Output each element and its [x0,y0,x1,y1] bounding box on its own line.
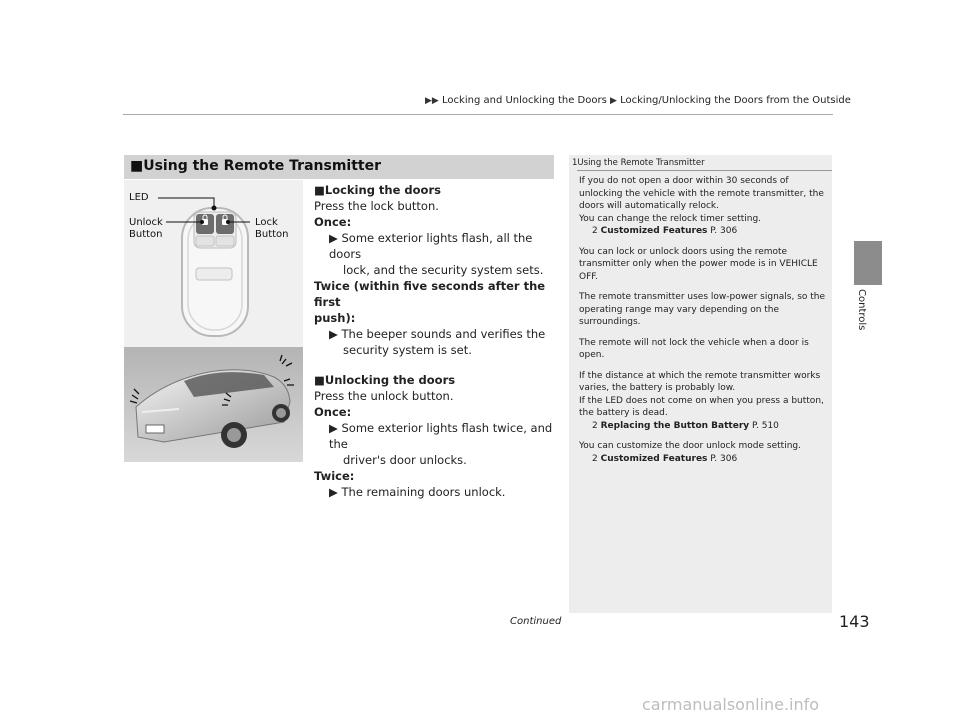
triangle-right-icon: ▶ [610,96,617,106]
locking-heading: ■Locking the doors [314,183,441,197]
note-paragraph: The remote will not lock the vehicle when a door is open. [579,337,809,360]
locking-intro: Press the lock button. [314,199,439,213]
unlock-button-label-line1: Unlock [129,217,163,228]
remote-transmitter-figure [124,180,303,462]
header-divider [123,114,833,115]
car-illustration [124,347,303,462]
key-fob-illustration [124,180,303,347]
note-paragraph: The remote transmitter uses low-power signals, so the operating range may vary depending on the surroundings. [579,292,826,327]
unlocking-intro: Press the unlock button. [314,389,454,403]
note-paragraph: If the distance at which the remote transmitter works varies, the battery is probably low. If the LED does not come on when you press a button, the battery is dead. 2 Replacing the Button Battery P. 510 [579,370,824,431]
xref-arrow-icon: 2 [592,453,601,464]
car-photo [124,347,303,462]
note-paragraph: If you do not open a door within 30 seconds of unlocking the vehicle with the remote transmitter, the doors will automatically relock. You can change the relock timer setting. 2 Customized Features P. 306 [579,176,824,236]
chapter-tab-label [853,289,883,349]
breadcrumb-item[interactable]: Locking/Unlocking the Doors from the Outside [620,95,851,106]
once-label: Once: [314,215,352,229]
page-number: 143 [839,612,870,631]
chapter-label: Controls [856,289,867,331]
once-label: Once: [314,405,352,419]
note-marker-icon: 1 [572,158,578,168]
breadcrumb [425,95,851,106]
unlocking-heading: ■Unlocking the doors [314,373,456,387]
step-line: driver's door unlocks. [343,453,467,467]
section-title: ■Using the Remote Transmitter [130,158,381,174]
note-body [579,175,831,473]
lock-button-label-line2: Button [255,229,289,240]
step-line: ▶ Some exterior lights flash twice, and the [329,421,553,451]
triangle-right-icon: ▶ [329,327,342,341]
breadcrumb-item[interactable]: Locking and Unlocking the Doors [442,95,607,106]
chapter-tab [854,241,882,285]
twice-label: Twice: [314,469,355,483]
side-note [569,155,832,613]
note-paragraph: You can customize the door unlock mode setting. 2 Customized Features P. 306 [579,441,801,464]
triangle-right-icon: ▶ [329,421,342,435]
triangle-right-icon: ▶ [329,231,342,245]
note-title: 1Using the Remote Transmitter [572,158,705,168]
twice-label: push): [314,311,356,325]
cross-reference[interactable]: 2 Replacing the Button Battery P. 510 [592,420,779,431]
led-label: LED [129,192,149,203]
cross-reference[interactable]: 2 Customized Features P. 306 [592,226,738,236]
continued-label: Continued [510,616,562,627]
triangle-right-icon: ▶ [329,485,342,499]
lock-button-label-line1: Lock [255,217,278,228]
xref-arrow-icon: 2 [592,226,601,236]
triangle-right-icon: ▶▶ [425,96,439,106]
twice-label: Twice (within five seconds after the first [314,279,546,309]
xref-arrow-icon: 2 [592,420,601,431]
section-heading-bar [124,155,554,179]
step-line: ▶ The beeper sounds and verifies the [329,327,546,341]
note-divider [577,170,832,171]
unlock-button-label-line2: Button [129,229,163,240]
cross-reference[interactable]: 2 Customized Features P. 306 [592,453,738,464]
watermark: carmanualsonline.info [642,695,820,714]
step-line: ▶ Some exterior lights flash, all the doors [329,231,533,261]
instructions-column [314,182,554,500]
step-line: security system is set. [343,343,472,357]
note-paragraph: You can lock or unlock doors using the remote transmitter only when the power mode is in VEHICLE OFF. [579,246,818,282]
step-line: ▶ The remaining doors unlock. [329,485,506,499]
step-line: lock, and the security system sets. [343,263,544,277]
